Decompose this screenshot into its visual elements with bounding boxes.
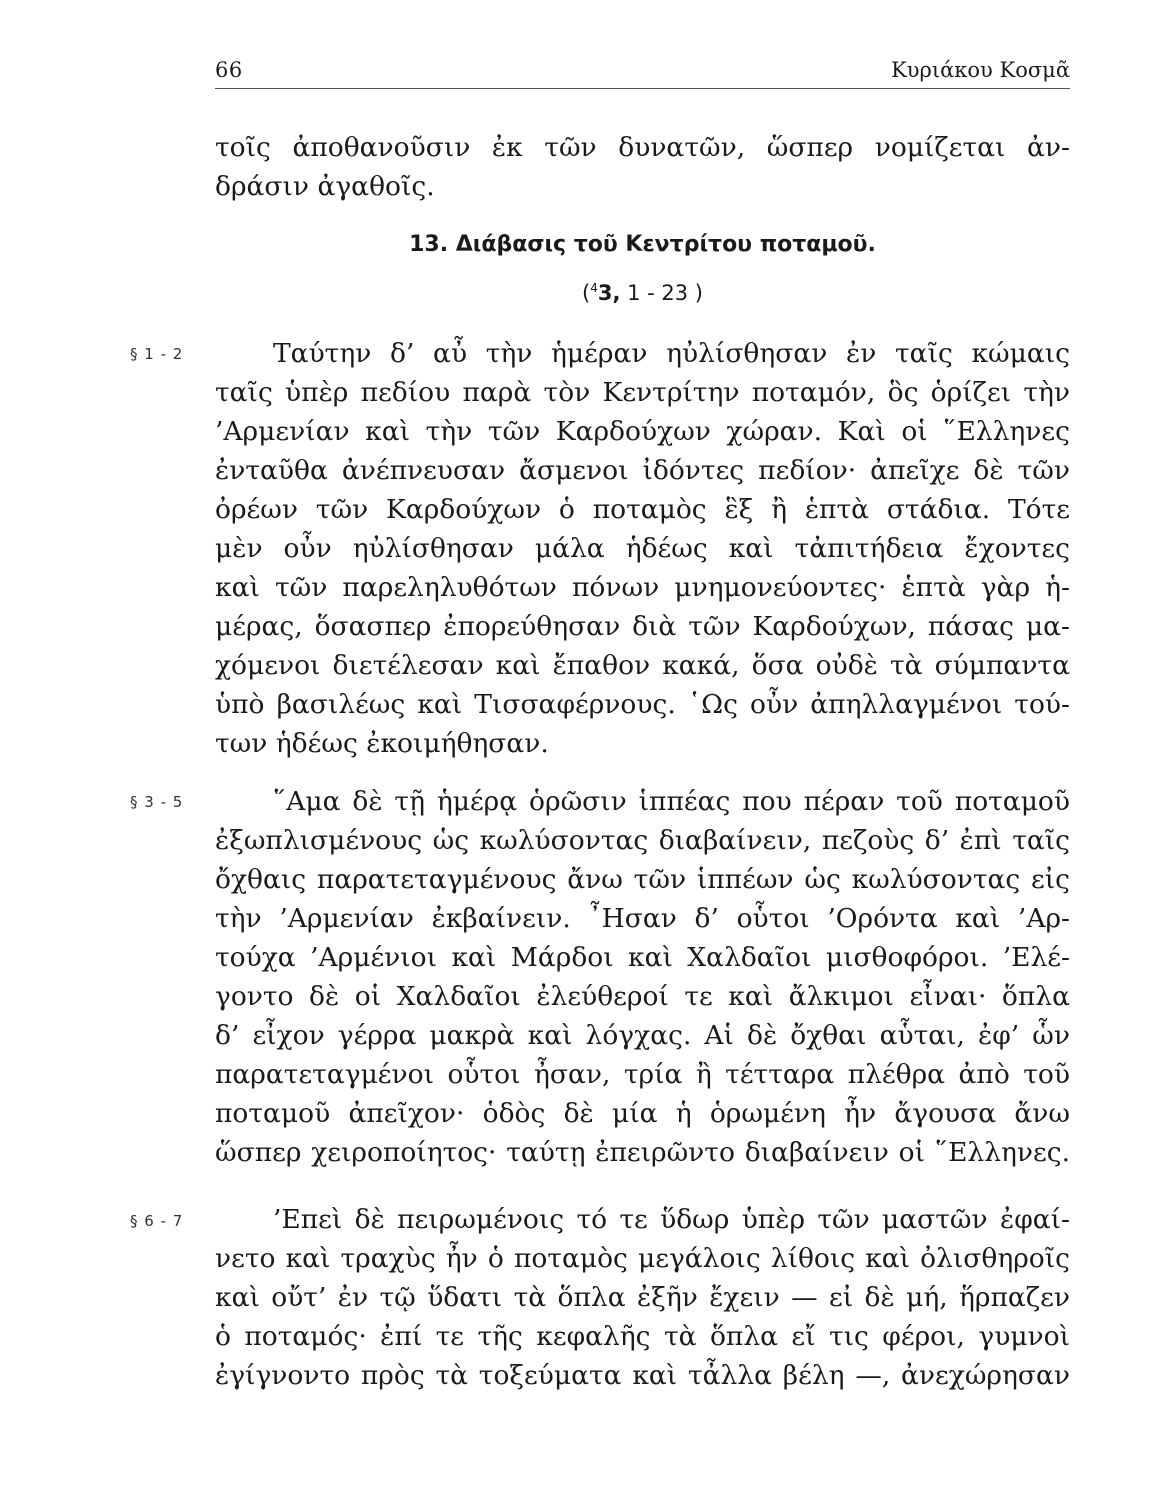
text-line: Ταύτην δ’ αὖ τὴν ἡμέραν ηὐλίσθησαν ἐν ταῖς κώμαις: [273, 338, 1070, 369]
page-header: [215, 48, 1070, 89]
text-line: ’Αρμενίαν καὶ τὴν τῶν Καρδούχων χώραν. Καὶ οἱ ῞Ελληνες: [215, 416, 1070, 447]
text-line: μέρας, ὅσασπερ ἐπορεύθησαν διὰ τῶν Καρδούχων, πάσας μα-: [215, 611, 1070, 642]
text-line: καὶ τῶν παρεληλυθότων πόνων μνημονεύοντες· ἑπτὰ γὰρ ἡ-: [215, 572, 1070, 603]
ref-range: 1 - 23 ): [620, 281, 703, 305]
paragraph: [215, 334, 1070, 763]
page-number: 66: [215, 58, 243, 82]
margin-reference: § 1 - 2: [130, 345, 184, 363]
section-reference: [215, 281, 1070, 305]
text-line: δ’ εἶχον γέρρα μακρὰ καὶ λόγχας. Αἱ δὲ ὄχθαι αὗται, ἐφ’ ὧν: [215, 1020, 1070, 1051]
text-line: ἐξωπλισμένους ὡς κωλύσοντας διαβαίνειν, πεζοὺς δ’ ἐπὶ ταῖς: [215, 825, 1070, 856]
text-line: ὄχθαις παρατεταγμένους ἄνω τῶν ἱππέων ὡς κωλύσοντας εἰς: [215, 864, 1070, 895]
text-line: ταῖς ὑπὲρ πεδίου παρὰ τὸν Κεντρίτην ποταμόν, ὃς ὁρίζει τὴν: [215, 377, 1070, 408]
text-line: γοντο δὲ οἱ Χαλδαῖοι ἐλεύθεροί τε καὶ ἄλκιμοι εἶναι· ὅπλα: [215, 981, 1070, 1012]
text-line: ἐγίγνοντο πρὸς τὰ τοξεύματα καὶ τἆλλα βέλη —, ἀνεχώρησαν: [215, 1360, 1070, 1391]
paragraph: [215, 1200, 1070, 1395]
text-line: μὲν οὖν ηὐλίσθησαν μάλα ἡδέως καὶ τἀπιτήδεια ἔχοντες: [215, 533, 1070, 564]
text-line: παρατεταγμένοι οὗτοι ἦσαν, τρία ἢ τέτταρα πλέθρα ἀπὸ τοῦ: [215, 1059, 1070, 1090]
ref-chapter: 3,: [597, 281, 621, 305]
text-line: καὶ οὔτ’ ἐν τῷ ὕδατι τὰ ὅπλα ἐξῆν ἔχειν — εἰ δὲ μή, ἥρπαζεν: [215, 1282, 1070, 1313]
text-line: νετο καὶ τραχὺς ἦν ὁ ποταμὸς μεγάλοις λίθοις καὶ ὀλισθηροῖς: [215, 1243, 1070, 1274]
text-line: ὥσπερ χειροποίητος· ταύτῃ ἐπειρῶντο διαβαίνειν οἱ ῞Ελληνες.: [215, 1137, 1070, 1168]
text-line: των ἡδέως ἐκοιμήθησαν.: [215, 728, 549, 759]
text-line: τοῖς ἀποθανοῦσιν ἐκ τῶν δυνατῶν, ὥσπερ νομίζεται ἀν-: [215, 132, 1070, 163]
margin-reference: § 6 - 7: [130, 1212, 184, 1230]
text-line: ποταμοῦ ἀπεῖχον· ὁδὸς δὲ μία ἡ ὁρωμένη ἦν ἄγουσα ἄνω: [215, 1098, 1070, 1129]
text-line: ὁ ποταμός· ἐπί τε τῆς κεφαλῆς τὰ ὅπλα εἴ τις φέροι, γυμνοὶ: [215, 1321, 1070, 1352]
text-line: ’Επεὶ δὲ πειρωμένοις τό τε ὕδωρ ὑπὲρ τῶν μαστῶν ἐφαί-: [273, 1204, 1070, 1235]
paragraph: [215, 782, 1070, 1172]
text-line: τούχα ’Αρμένιοι καὶ Μάρδοι καὶ Χαλδαῖοι μισθοφόροι. ’Ελέ-: [215, 942, 1070, 973]
text-line: δράσιν ἀγαθοῖς.: [215, 171, 435, 202]
ref-open: (: [582, 281, 591, 305]
text-line: χόμενοι διετέλεσαν καὶ ἔπαθον κακά, ὅσα οὐδὲ τὰ σύμπαντα: [215, 650, 1070, 681]
intro-text: [215, 128, 1070, 206]
ref-book: 4: [590, 281, 598, 295]
text-line: ὑπὸ βασιλέως καὶ Τισσαφέρνους. ῾Ως οὖν ἀπηλλαγμένοι τού-: [215, 689, 1070, 720]
margin-reference: § 3 - 5: [130, 793, 184, 811]
text-line: ἐνταῦθα ἀνέπνευσαν ἄσμενοι ἰδόντες πεδίον· ἀπεῖχε δὲ τῶν: [215, 455, 1070, 486]
text-line: ῞Αμα δὲ τῇ ἡμέρᾳ ὁρῶσιν ἱππέας που πέραν τοῦ ποταμοῦ: [273, 786, 1070, 817]
section-title: 13. Διάβασις τοῦ Κεντρίτου ποταμοῦ.: [409, 232, 876, 257]
text-line: ὀρέων τῶν Καρδούχων ὁ ποταμὸς ἓξ ἢ ἑπτὰ στάδια. Τότε: [215, 494, 1070, 525]
running-head: Κυριάκου Κοσμᾶ: [891, 58, 1070, 82]
text-line: τὴν ’Αρμενίαν ἐκβαίνειν. ῏Ησαν δ’ οὗτοι ’Ορόντα καὶ ’Αρ-: [215, 903, 1070, 934]
